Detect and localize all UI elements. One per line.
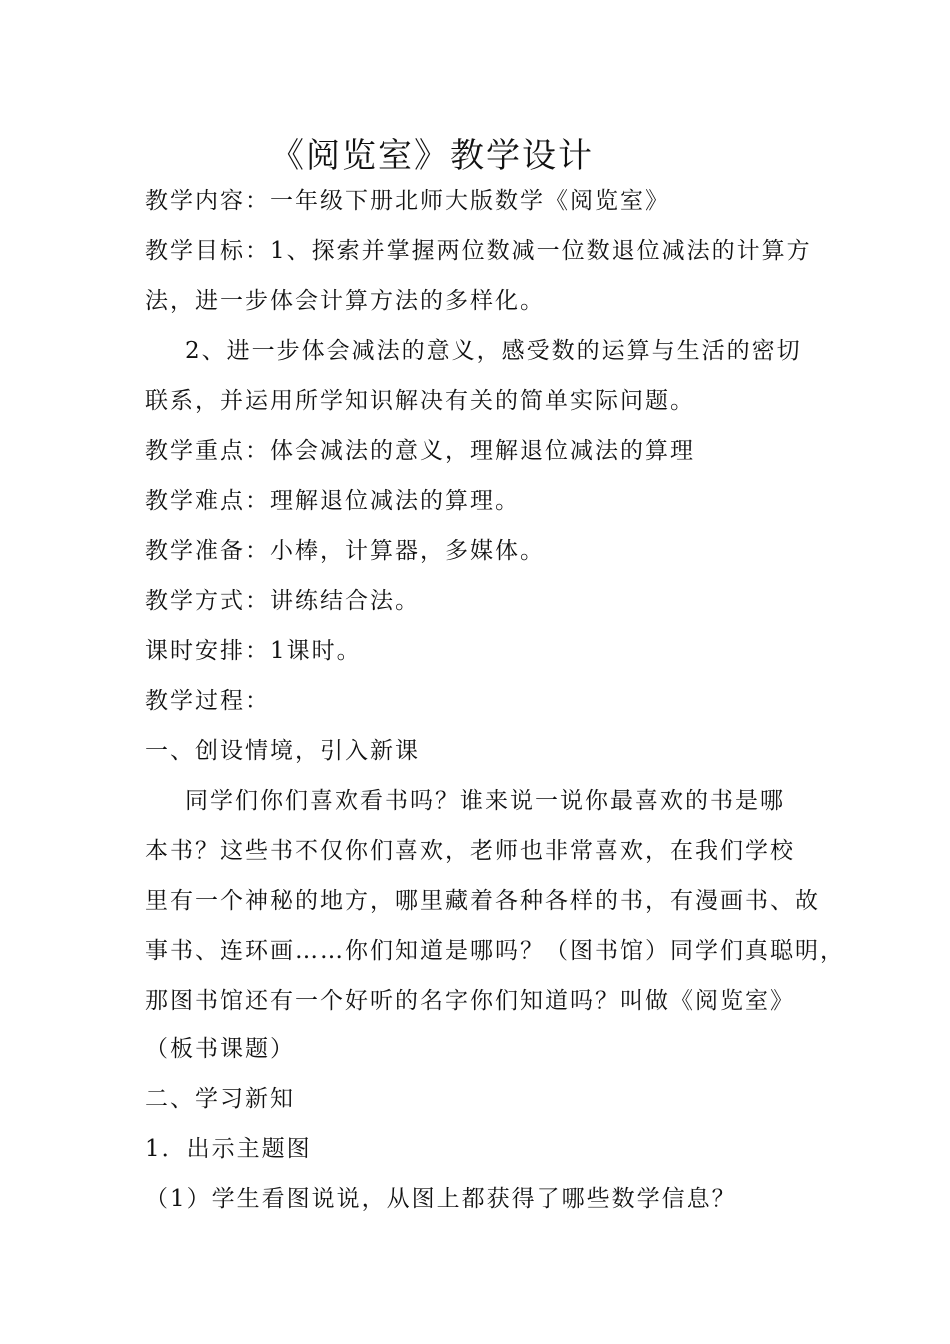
paragraph-line-3: 里有一个神秘的地方，哪里藏着各种各样的书，有漫画书、故	[145, 888, 820, 914]
teaching-goal-line-4: 联系，并运用所学知识解决有关的简单实际问题。	[145, 388, 695, 414]
teaching-goal-line-1: 教学目标：1、探索并掌握两位数减一位数退位减法的计算方	[145, 238, 812, 264]
teaching-method-line: 教学方式：讲练结合法。	[145, 588, 420, 614]
paragraph-line-5: 那图书馆还有一个好听的名字你们知道吗？叫做《阅览室》	[145, 988, 795, 1014]
question-line: （1）学生看图说说，从图上都获得了哪些数学信息？	[145, 1186, 737, 1212]
lesson-schedule-line: 课时安排：1课时。	[145, 638, 362, 664]
paragraph-line-6: （板书课题）	[145, 1036, 295, 1062]
teaching-difficulty-line: 教学难点：理解退位减法的算理。	[145, 488, 520, 514]
paragraph-line-2: 本书？这些书不仅你们喜欢，老师也非常喜欢，在我们学校	[145, 838, 795, 864]
teaching-goal-line-2: 法，进一步体会计算方法的多样化。	[145, 288, 545, 314]
teaching-content-line: 教学内容：一年级下册北师大版数学《阅览室》	[145, 188, 670, 214]
teaching-process-heading: 教学过程：	[145, 688, 270, 714]
paragraph-line-1: 同学们你们喜欢看书吗？谁来说一说你最喜欢的书是哪	[185, 788, 785, 814]
teaching-preparation-line: 教学准备：小棒，计算器，多媒体。	[145, 538, 545, 564]
section-one-heading: 一、创设情境，引入新课	[145, 738, 420, 764]
teaching-goal-line-3: 2、进一步体会减法的意义，感受数的运算与生活的密切	[185, 338, 802, 364]
section-two-heading: 二、学习新知	[145, 1086, 295, 1112]
subsection-heading: 1．出示主题图	[145, 1136, 312, 1162]
teaching-focus-line: 教学重点：体会减法的意义，理解退位减法的算理	[145, 438, 695, 464]
paragraph-line-4: 事书、连环画……你们知道是哪吗？（图书馆）同学们真聪明，	[145, 938, 845, 964]
document-title: 《阅览室》教学设计	[270, 136, 594, 176]
